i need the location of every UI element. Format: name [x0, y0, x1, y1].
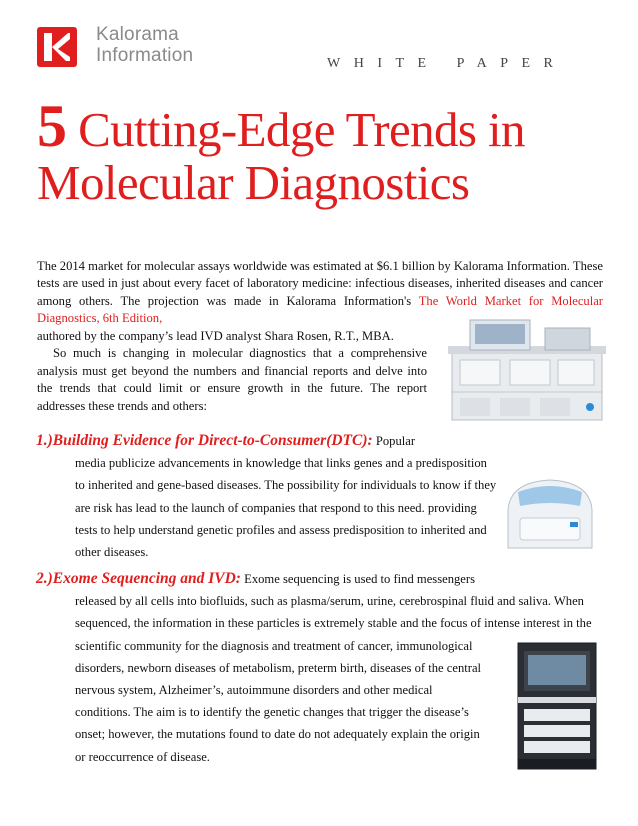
trend-line: are risk has lead to the launch of companies that respond to this need. providing	[75, 500, 477, 515]
lab-analyzer-image	[440, 310, 610, 425]
page-title: 5 Cutting-Edge Trends in Molecular Diagnostics	[37, 93, 525, 210]
intro-text-2: So much is changing in molecular diagnostics that a comprehensive analysis must get beyond the numbers and financial reports and delve into the trends that could limit or ensure growth in the future. The report addresses these trends and others:	[37, 346, 427, 413]
trend-text: Popular	[372, 434, 416, 448]
kalorama-logo-icon	[37, 27, 77, 67]
trend-heading: Exome Sequencing and IVD:	[52, 570, 241, 587]
trend-line: other diseases.	[75, 545, 149, 560]
intro-text: The 2014 market for molecular assays worldwide was estimated at $6.1 billion by Kalorama Information. These tests are used in just about every facet of laboratory medicine: infectious diseases, inherited diseases and cancer among others. The projection was made in Kalorama Information's	[37, 259, 603, 308]
trend-line: nervous system, Alzheimer’s, autoimmune disorders and other medical	[75, 683, 433, 698]
intro-text-tail: authored by the company’s lead IVD analyst Shara Rosen, R.T., MBA.	[37, 329, 394, 343]
trend-line: or reoccurrence of disease.	[75, 749, 210, 764]
benchtop-instrument-image	[500, 470, 600, 555]
trend-line: released by all cells into biofluids, such as plasma/serum, urine, cerebrospinal fluid and saliva. When	[75, 594, 584, 609]
report-title-link[interactable]: The World Market for Molecular Diagnostics, 6th Edition,	[37, 293, 603, 326]
trend-line: scientific community for the diagnosis and treatment of cancer, immunological	[75, 638, 473, 653]
trend-line: disorders, newborn diseases of metabolism, preterm birth, diseases of the central	[75, 660, 482, 675]
trend-line: sequenced, the information in these particles is extremely stable and the focus of intense interest in the	[75, 616, 592, 631]
trend-text: Exome sequencing is used to find messengers	[240, 572, 475, 586]
trend-line: onset; however, the mutations found to date do not adequately explain the origin	[75, 727, 480, 742]
sequencer-image	[512, 635, 602, 775]
trend-line: to inherited and gene-based diseases. The possibility for individuals to know if they	[75, 478, 497, 493]
brand-name: Kalorama Information	[96, 24, 194, 66]
trend-number: 1.)	[36, 432, 53, 449]
document-type-label: WHITE PAPER	[327, 56, 567, 71]
trend-heading: Building Evidence for Direct-to-Consumer(DTC):	[52, 432, 373, 449]
trend-line: media publicize advancements in knowledge that links genes and a predisposition	[75, 456, 487, 471]
trend-number: 2.)	[36, 570, 53, 587]
intro-paragraph-column	[37, 328, 427, 415]
trend-line: conditions. The aim is to identify the genetic changes that trigger the disease’s	[75, 705, 469, 720]
trend-line: tests to help understand genetic profiles and assess predisposition to inherited and	[75, 522, 487, 537]
